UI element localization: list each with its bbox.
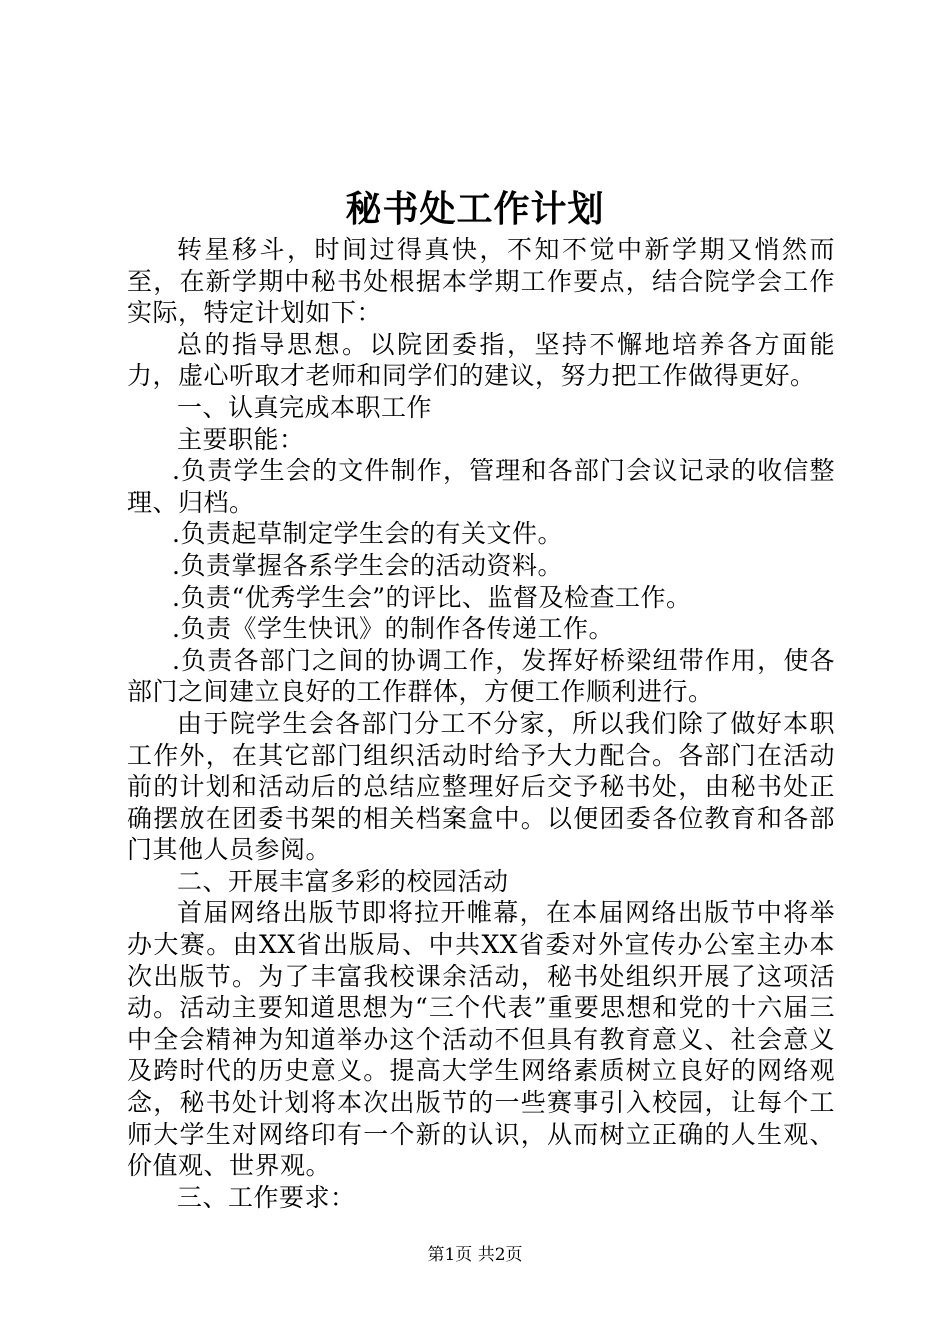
section-heading-3: 三、工作要求： [177,1182,356,1212]
paragraph-guiding-idea: 总的指导思想。以院团委指，坚持不懈地培养各方面能力，虚心听取才老师和同学们的建议，努力把工作做得更好。 [127,329,835,391]
duty-item-3: .负责掌握各系学生会的活动资料。 [172,550,563,580]
paragraph-intro: 转星移斗，时间过得真快，不知不觉中新学期又悄然而至，在新学期中秘书处根据本学期工作要点，结合院学会工作实际，特定计划如下： [127,235,835,328]
section-heading-1: 一、认真完成本职工作 [177,392,433,422]
duty-item-2: .负责起草制定学生会的有关文件。 [172,519,563,549]
document-title: 秘书处工作计划 [345,188,605,230]
duty-item-1: .负责学生会的文件制作，管理和各部门会议记录的收信整理、归档。 [127,456,835,517]
section-heading-2: 二、开展丰富多彩的校园活动 [177,866,509,896]
duty-item-4: .负责“优秀学生会”的评比、监督及检查工作。 [172,582,692,612]
duty-item-5: .负责《学生快讯》的制作各传递工作。 [172,614,614,644]
paragraph-main-duties: 主要职能： [177,424,305,454]
paragraph-network-festival: 首届网络出版节即将拉开帷幕，在本届网络出版节中将举办大赛。由XX省出版局、中共XX省委对外宣传办公室主办本次出版节。为了丰富我校课余活动，秘书处组织开展了这项活动。活动主要知道思想为“三个代表”重要思想和党的十六届三中全会精神为知道举办这个活动不但具有教育意义、社会意义及跨时代的历史意义。提高大学生网络素质树立良好的网络观念，秘书处计划将本次出版节的一些赛事引入校园，让每个工师大学生对网络印有一个新的认识，从而树立正确的人生观、价值观、世界观。 [127,898,835,1181]
page-number-footer: 第1页 共2页 [427,1245,523,1265]
duty-item-6: .负责各部门之间的协调工作，发挥好桥梁纽带作用，使各部门之间建立良好的工作群体，方便工作顺利进行。 [127,645,835,707]
paragraph-cooperation: 由于院学生会各部门分工不分家，所以我们除了做好本职工作外，在其它部门组织活动时给予大力配合。各部门在活动前的计划和活动后的总结应整理好后交予秘书处，由秘书处正确摆放在团委书架的相关档案盒中。以便团委各位教育和各部门其他人员参阅。 [127,708,835,865]
document-body [127,234,835,1213]
